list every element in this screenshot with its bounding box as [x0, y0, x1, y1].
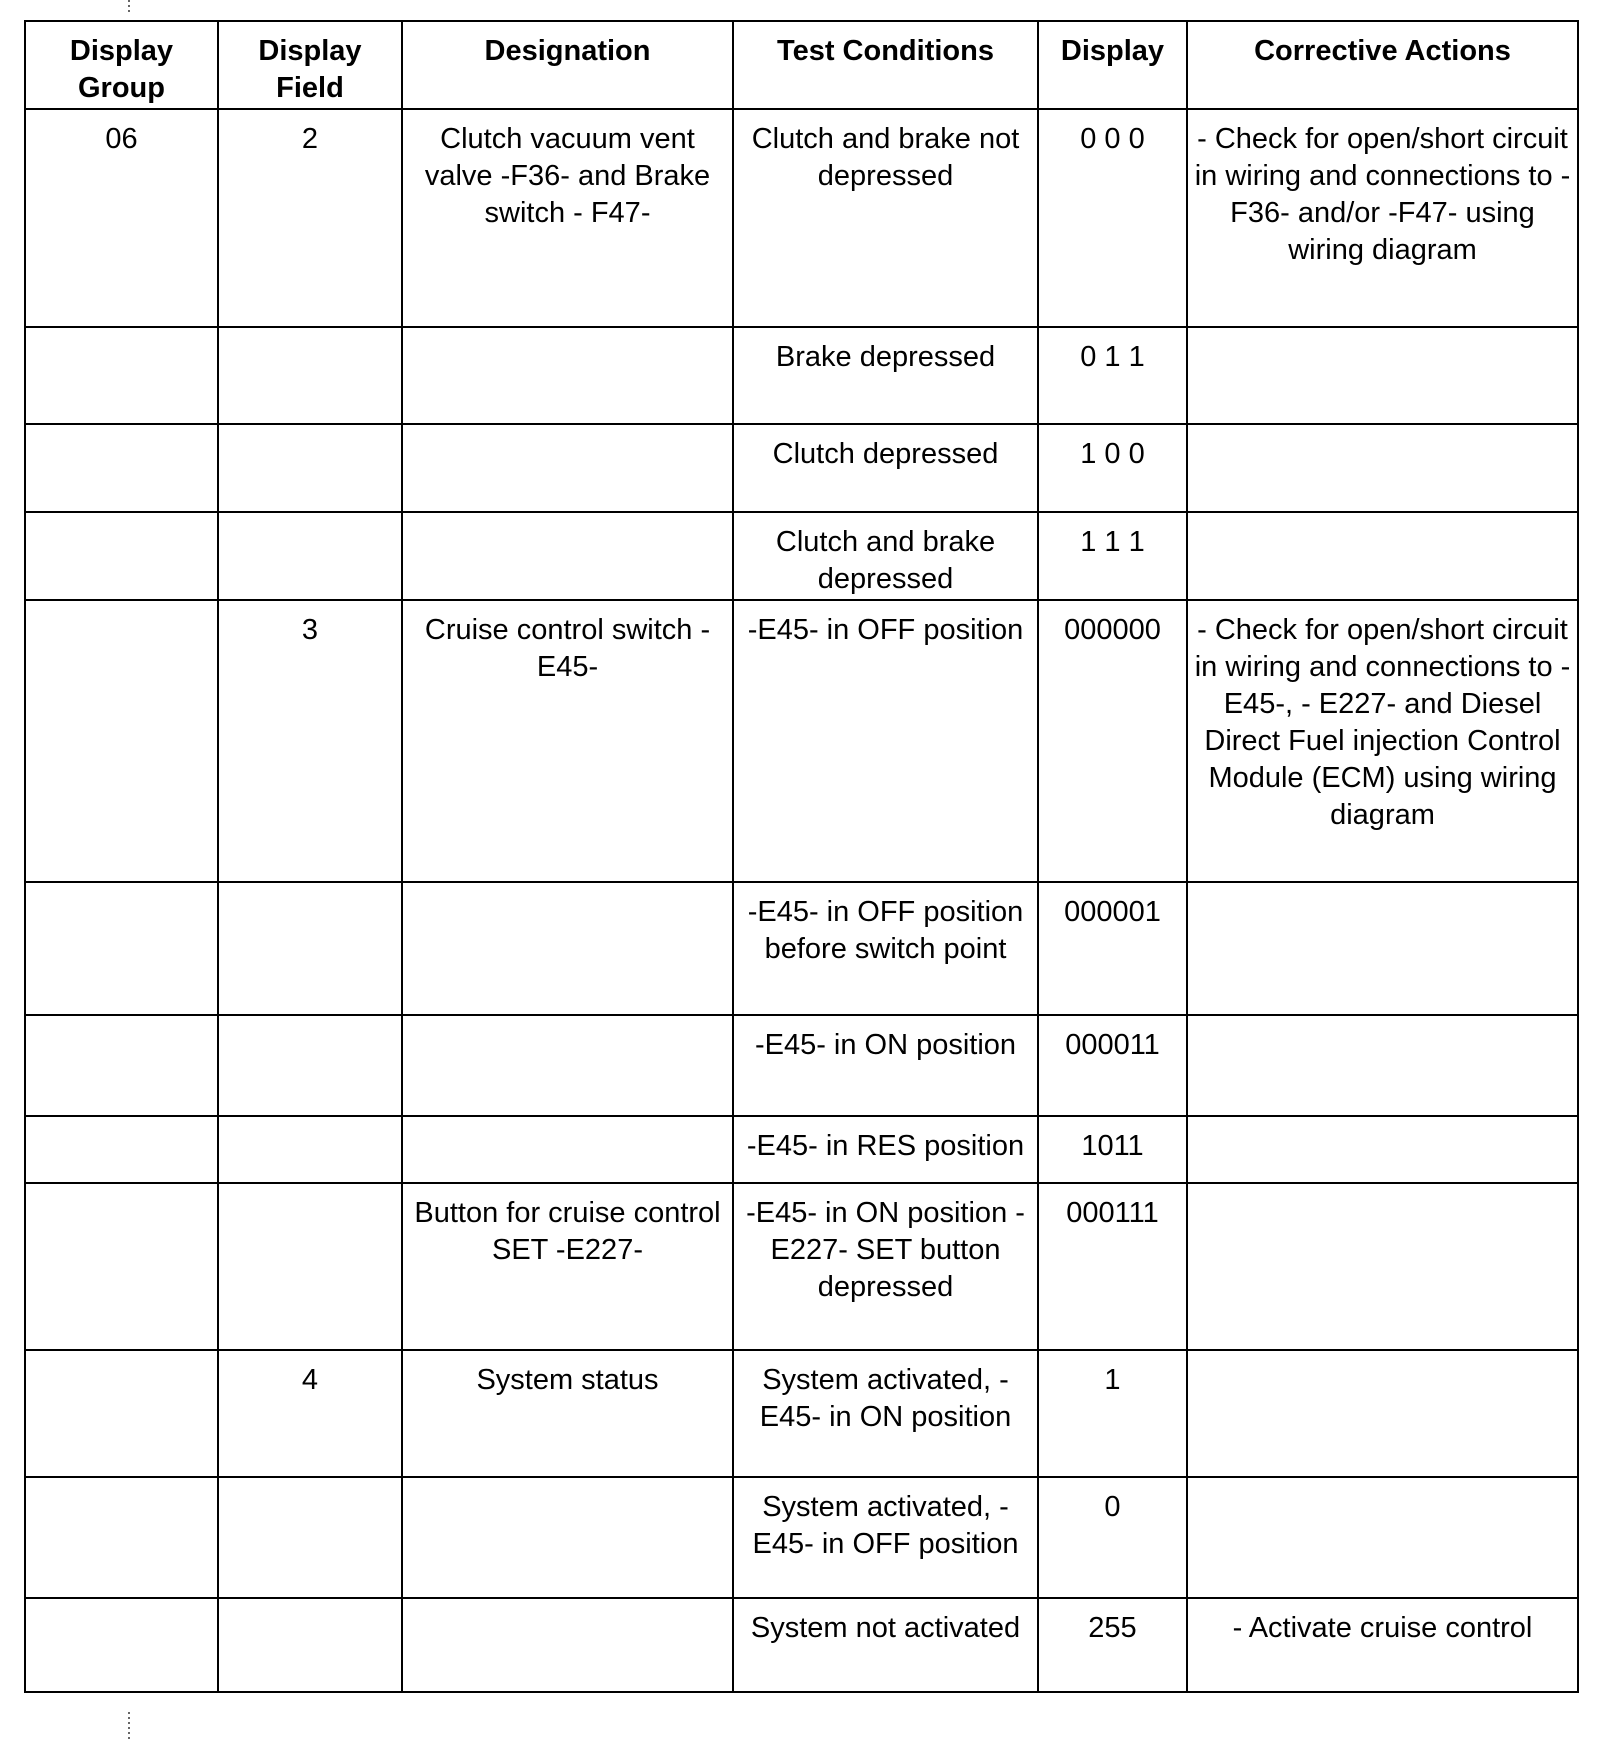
header-corrective-actions: Corrective Actions — [1187, 21, 1578, 109]
cell-display-group — [25, 424, 218, 512]
cell-display-group — [25, 600, 218, 882]
cell-test-conditions: -E45- in ON position -E227- SET button depressed — [733, 1183, 1038, 1350]
cell-corrective-actions — [1187, 1183, 1578, 1350]
cell-display: 000111 — [1038, 1183, 1187, 1350]
cell-display-group — [25, 1350, 218, 1477]
cell-designation — [402, 512, 733, 600]
cell-display-field: 4 — [218, 1350, 402, 1477]
cell-designation — [402, 1116, 733, 1183]
cell-display-group — [25, 1598, 218, 1692]
cell-corrective-actions: - Activate cruise control — [1187, 1598, 1578, 1692]
cell-display-field — [218, 1598, 402, 1692]
cell-test-conditions: Brake depressed — [733, 327, 1038, 424]
cell-display-group — [25, 1015, 218, 1116]
cell-display-field — [218, 327, 402, 424]
table-row — [25, 600, 1578, 882]
cell-display: 1 — [1038, 1350, 1187, 1477]
cell-display: 0 — [1038, 1477, 1187, 1598]
cell-corrective-actions — [1187, 512, 1578, 600]
table-row — [25, 512, 1578, 600]
cell-display: 1011 — [1038, 1116, 1187, 1183]
cell-display-field — [218, 512, 402, 600]
cell-display-group: 06 — [25, 109, 218, 327]
cell-test-conditions: Clutch and brake not depressed — [733, 109, 1038, 327]
cell-display-field — [218, 1015, 402, 1116]
table-row — [25, 109, 1578, 327]
cell-test-conditions: -E45- in OFF position — [733, 600, 1038, 882]
cell-designation: Button for cruise control SET -E227- — [402, 1183, 733, 1350]
table-row — [25, 1116, 1578, 1183]
cell-corrective-actions — [1187, 1015, 1578, 1116]
cell-corrective-actions — [1187, 1477, 1578, 1598]
cell-display-field — [218, 1116, 402, 1183]
header-row — [25, 21, 1578, 109]
cell-designation — [402, 424, 733, 512]
cell-designation — [402, 1598, 733, 1692]
cell-designation — [402, 327, 733, 424]
cell-corrective-actions: - Check for open/short circuit in wiring and connections to - E45-, - E227- and Diesel Direct Fuel injection Control Module (ECM) using wiring diagram — [1187, 600, 1578, 882]
cell-test-conditions: -E45- in ON position — [733, 1015, 1038, 1116]
cell-corrective-actions: - Check for open/short circuit in wiring and connections to - F36- and/or -F47- using wiring diagram — [1187, 109, 1578, 327]
cell-test-conditions: System not activated — [733, 1598, 1038, 1692]
cell-designation: System status — [402, 1350, 733, 1477]
table-row — [25, 1015, 1578, 1116]
cell-test-conditions: -E45- in OFF position before switch point — [733, 882, 1038, 1015]
diagnostic-table — [24, 20, 1579, 1693]
cell-display-field — [218, 1477, 402, 1598]
cell-display-group — [25, 882, 218, 1015]
cell-corrective-actions — [1187, 327, 1578, 424]
cell-designation: Clutch vacuum vent valve -F36- and Brake switch - F47- — [402, 109, 733, 327]
cell-test-conditions: System activated, - E45- in OFF position — [733, 1477, 1038, 1598]
cell-display: 255 — [1038, 1598, 1187, 1692]
table-row — [25, 1477, 1578, 1598]
cell-display-field: 3 — [218, 600, 402, 882]
cell-display-group — [25, 1116, 218, 1183]
cell-test-conditions: Clutch and brake depressed — [733, 512, 1038, 600]
page-marker-bottom — [128, 1712, 132, 1742]
table-row — [25, 327, 1578, 424]
cell-corrective-actions — [1187, 1116, 1578, 1183]
cell-corrective-actions — [1187, 1350, 1578, 1477]
header-display-group: Display Group — [25, 21, 218, 109]
cell-designation — [402, 1477, 733, 1598]
cell-display: 000000 — [1038, 600, 1187, 882]
header-display: Display — [1038, 21, 1187, 109]
cell-designation — [402, 1015, 733, 1116]
table-row — [25, 1598, 1578, 1692]
cell-test-conditions: System activated, - E45- in ON position — [733, 1350, 1038, 1477]
cell-corrective-actions — [1187, 882, 1578, 1015]
cell-corrective-actions — [1187, 424, 1578, 512]
cell-display: 0 1 1 — [1038, 327, 1187, 424]
cell-display: 1 1 1 — [1038, 512, 1187, 600]
header-display-field: Display Field — [218, 21, 402, 109]
cell-display: 000001 — [1038, 882, 1187, 1015]
table-row — [25, 424, 1578, 512]
cell-display-group — [25, 327, 218, 424]
cell-display-field — [218, 882, 402, 1015]
cell-display-group — [25, 1183, 218, 1350]
cell-display-field — [218, 1183, 402, 1350]
cell-display: 0 0 0 — [1038, 109, 1187, 327]
cell-display-group — [25, 512, 218, 600]
cell-display-field — [218, 424, 402, 512]
header-test-conditions: Test Conditions — [733, 21, 1038, 109]
cell-display: 000011 — [1038, 1015, 1187, 1116]
header-designation: Designation — [402, 21, 733, 109]
page-marker-top — [128, 0, 132, 15]
cell-test-conditions: -E45- in RES position — [733, 1116, 1038, 1183]
table-row — [25, 882, 1578, 1015]
table-row — [25, 1183, 1578, 1350]
cell-designation: Cruise control switch - E45- — [402, 600, 733, 882]
cell-display-group — [25, 1477, 218, 1598]
cell-display-field: 2 — [218, 109, 402, 327]
cell-test-conditions: Clutch depressed — [733, 424, 1038, 512]
cell-display: 1 0 0 — [1038, 424, 1187, 512]
cell-designation — [402, 882, 733, 1015]
table-row — [25, 1350, 1578, 1477]
